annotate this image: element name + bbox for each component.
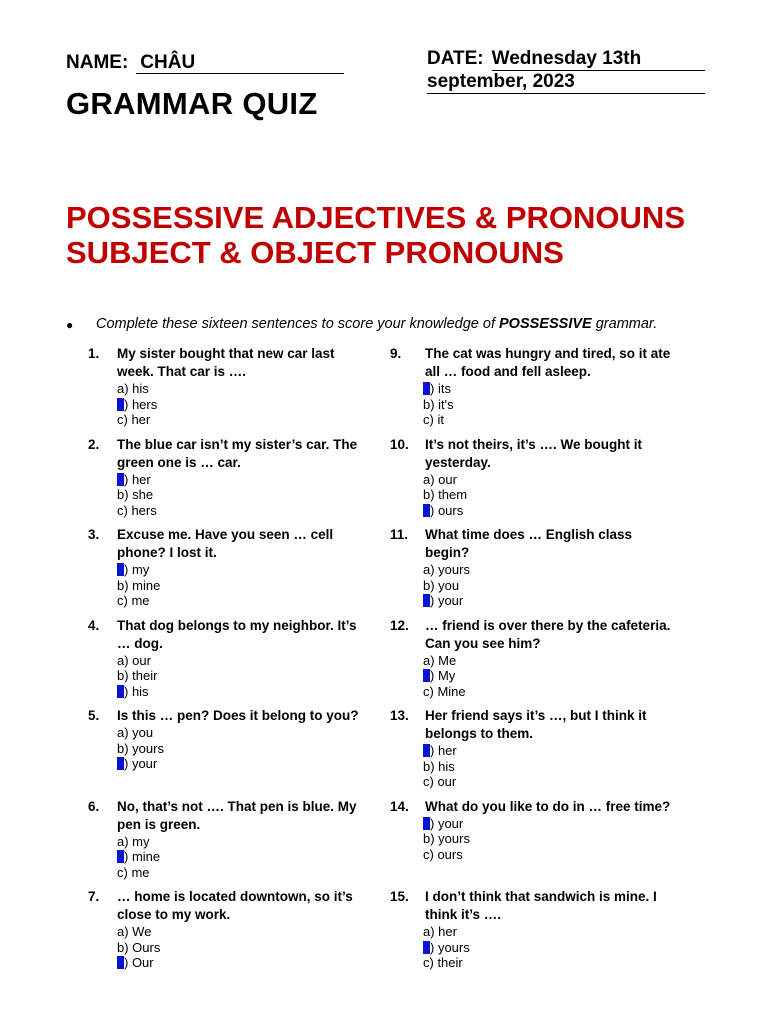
answer-option-label: ) yours [430,939,470,955]
answer-option-label: c) it [423,412,444,427]
question-number: 11. [390,527,409,542]
answer-option[interactable] [423,684,680,700]
answer-option-label: c) me [117,864,150,880]
selection-highlight [117,398,124,411]
question-stem [88,436,378,472]
question-stem [88,707,378,725]
question-item [390,798,680,889]
answer-option[interactable] [117,940,378,956]
answer-option-label: ) my [124,562,150,577]
answer-option[interactable] [117,865,378,881]
answer-option[interactable] [423,412,680,428]
question-item [390,436,680,527]
answer-option[interactable] [423,759,680,775]
answer-option[interactable] [117,741,378,757]
answer-option[interactable] [117,593,378,609]
question-number: 2. [88,436,100,452]
answer-option-label: a) Me [423,652,457,668]
date-label: DATE: [427,48,484,69]
answer-option-label: c) Mine [423,683,466,699]
selection-highlight [423,941,430,954]
answer-option-label: b) them [423,487,468,502]
question-number: 15. [390,889,409,904]
answer-option-label: a) We [117,924,152,939]
question-number: 7. [88,889,100,904]
question-text: It’s not theirs, it’s …. We bought it yesterday. [425,436,642,470]
question-text: Is this … pen? Does it belong to you? [117,708,359,723]
answer-option[interactable] [423,593,680,609]
question-text: The cat was hungry and tired, so it ate all … food and fell asleep. [425,346,671,379]
answer-option-label: b) yours [423,831,470,846]
answer-options [390,816,680,863]
answer-option-label: b) his [423,758,455,774]
answer-option-label: ) her [430,743,457,758]
date-field [427,48,705,94]
answer-option-label: b) mine [117,577,161,593]
selection-highlight [117,473,124,486]
answer-option-label: ) ours [430,502,464,518]
question-item [88,617,378,708]
question-item [88,798,378,889]
selection-highlight [423,669,430,682]
answer-option-label: a) my [117,833,150,849]
questions-right-column [390,345,680,979]
answer-option-label: c) our [423,774,457,789]
question-item [88,707,378,798]
question-item [390,617,680,708]
question-stem [88,888,378,924]
answer-option-label: ) your [430,815,464,831]
question-text: Her friend says it’s …, but I think it belongs to them. [425,708,647,741]
name-label: NAME: [66,52,129,73]
answer-option-label: ) your [124,756,158,771]
answer-option[interactable] [117,725,378,741]
answer-option[interactable] [423,668,680,684]
answer-option-label: b) you [423,577,460,593]
answer-option[interactable] [423,562,680,578]
question-item [390,526,680,617]
question-item [390,707,680,798]
answer-option-label: a) her [423,924,457,939]
question-text: I don’t think that sandwich is mine. I think it’s …. [425,889,657,922]
answer-options [88,472,378,519]
answer-option[interactable] [423,816,680,832]
question-text: … friend is over there by the cafeteria. Can you see him? [425,617,671,651]
answer-option[interactable] [423,955,680,971]
answer-option[interactable] [117,562,378,578]
answer-option[interactable] [423,397,680,413]
answer-option[interactable] [117,668,378,684]
answer-option-label: ) your [430,593,464,608]
selection-highlight [117,757,124,770]
answer-option[interactable] [117,578,378,594]
answer-options [88,562,378,609]
question-stem [390,798,680,816]
answer-option[interactable] [117,412,378,428]
answer-options [390,562,680,609]
answer-option-label: c) ours [423,846,463,862]
answer-option[interactable] [117,955,378,971]
answer-option-label: a) his [117,381,149,396]
question-number: 6. [88,798,100,814]
question-stem [88,345,378,381]
answer-option[interactable] [117,849,378,865]
answer-option[interactable] [117,756,378,772]
answer-option[interactable] [117,653,378,669]
answer-option-label: ) My [430,668,456,683]
answer-option[interactable] [117,487,378,503]
question-number: 5. [88,708,100,723]
answer-option-label: ) mine [124,849,161,864]
name-field [66,52,344,74]
question-item [390,345,680,436]
question-text: The blue car isn’t my sister’s car. The green one is … car. [117,436,358,470]
question-stem [390,617,680,653]
question-item [88,436,378,527]
answer-option-label: ) Our [124,955,154,970]
answer-option[interactable] [423,831,680,847]
question-stem [390,526,680,562]
instruction-after: grammar. [591,316,658,332]
answer-option[interactable] [117,397,378,413]
answer-options [390,472,680,519]
question-stem [390,888,680,924]
answer-option[interactable] [423,487,680,503]
answer-option[interactable] [423,653,680,669]
answer-option[interactable] [423,578,680,594]
date-value-line1: Wednesday 13th [492,48,705,71]
answer-option-label: ) its [430,381,451,396]
question-number: 12. [390,617,409,633]
answer-options [390,381,680,428]
answer-option[interactable] [423,774,680,790]
selection-highlight [423,817,430,830]
answer-option-label: a) our [117,652,151,668]
answer-option[interactable] [423,847,680,863]
selection-highlight [117,563,124,576]
answer-option-label: b) it's [423,396,454,412]
page-title: GRAMMAR QUIZ [66,86,318,121]
selection-highlight [423,382,430,395]
answer-option[interactable] [117,924,378,940]
selection-highlight [117,685,124,698]
selection-highlight [423,744,430,757]
question-number: 1. [88,346,100,361]
instruction [66,316,657,334]
date-value-line2: september, 2023 [427,71,705,94]
bullet-icon: ● [66,318,74,332]
answer-option-label: c) me [117,593,150,608]
instruction-text [96,316,657,334]
answer-option-label: a) our [423,471,457,487]
topic-heading: POSSESSIVE ADJECTIVES & PRONOUNS SUBJECT & OBJECT PRONOUNS [66,200,686,270]
answer-option-label: b) yours [117,740,164,756]
answer-option[interactable] [423,743,680,759]
question-item [88,526,378,617]
question-text: That dog belongs to my neighbor. It’s … dog. [117,617,357,651]
answer-option-label: c) her [117,412,151,427]
answer-option-label: c) hers [117,502,157,518]
question-number: 14. [390,798,409,814]
answer-option[interactable] [117,503,378,519]
question-number: 13. [390,708,409,723]
question-stem [390,707,680,743]
question-stem [390,436,680,472]
question-text: No, that’s not …. That pen is blue. My pen is green. [117,798,357,832]
question-item [88,888,378,979]
question-stem [390,345,680,381]
answer-option[interactable] [423,381,680,397]
question-text: … home is located downtown, so it’s close to my work. [117,889,353,922]
selection-highlight [117,956,124,969]
answer-option-label: b) she [117,487,154,502]
instruction-emphasis: POSSESSIVE [499,316,592,332]
answer-options [88,725,378,772]
question-stem [88,526,378,562]
answer-option[interactable] [117,834,378,850]
answer-option-label: a) yours [423,562,470,577]
question-stem [88,617,378,653]
answer-options [390,653,680,700]
answer-option-label: c) their [423,955,463,970]
selection-highlight [423,594,430,607]
answer-option-label: ) his [124,683,149,699]
answer-option[interactable] [423,924,680,940]
answer-option[interactable] [117,381,378,397]
answer-option-label: a) you [117,725,154,740]
answer-option-label: b) their [117,668,158,683]
question-item [88,345,378,436]
answer-options [390,924,680,971]
answer-options [88,381,378,428]
answer-option-label: b) Ours [117,939,161,955]
question-stem [88,798,378,834]
question-number: 3. [88,527,100,542]
answer-option[interactable] [423,940,680,956]
question-number: 10. [390,436,409,452]
selection-highlight [423,504,430,517]
question-number: 4. [88,617,100,633]
question-number: 9. [390,346,402,361]
answer-option-label: ) her [124,471,151,487]
answer-options [88,834,378,881]
question-item [390,888,680,979]
question-text: My sister bought that new car last week. That car is …. [117,346,335,379]
answer-option[interactable] [117,472,378,488]
question-text: Excuse me. Have you seen … cell phone? I lost it. [117,527,334,560]
answer-option[interactable] [423,503,680,519]
answer-option-label: ) hers [124,396,158,412]
questions-left-column [88,345,378,979]
question-text: What time does … English class begin? [425,527,633,560]
answer-options [88,924,378,971]
answer-options [88,653,378,700]
instruction-before: Complete these sixteen sentences to score your knowledge of [96,316,500,332]
question-text: What do you like to do in … free time? [425,798,671,814]
answer-options [390,743,680,790]
selection-highlight [117,850,124,863]
name-value: CHÂU [136,53,344,74]
answer-option[interactable] [117,684,378,700]
answer-option[interactable] [423,472,680,488]
